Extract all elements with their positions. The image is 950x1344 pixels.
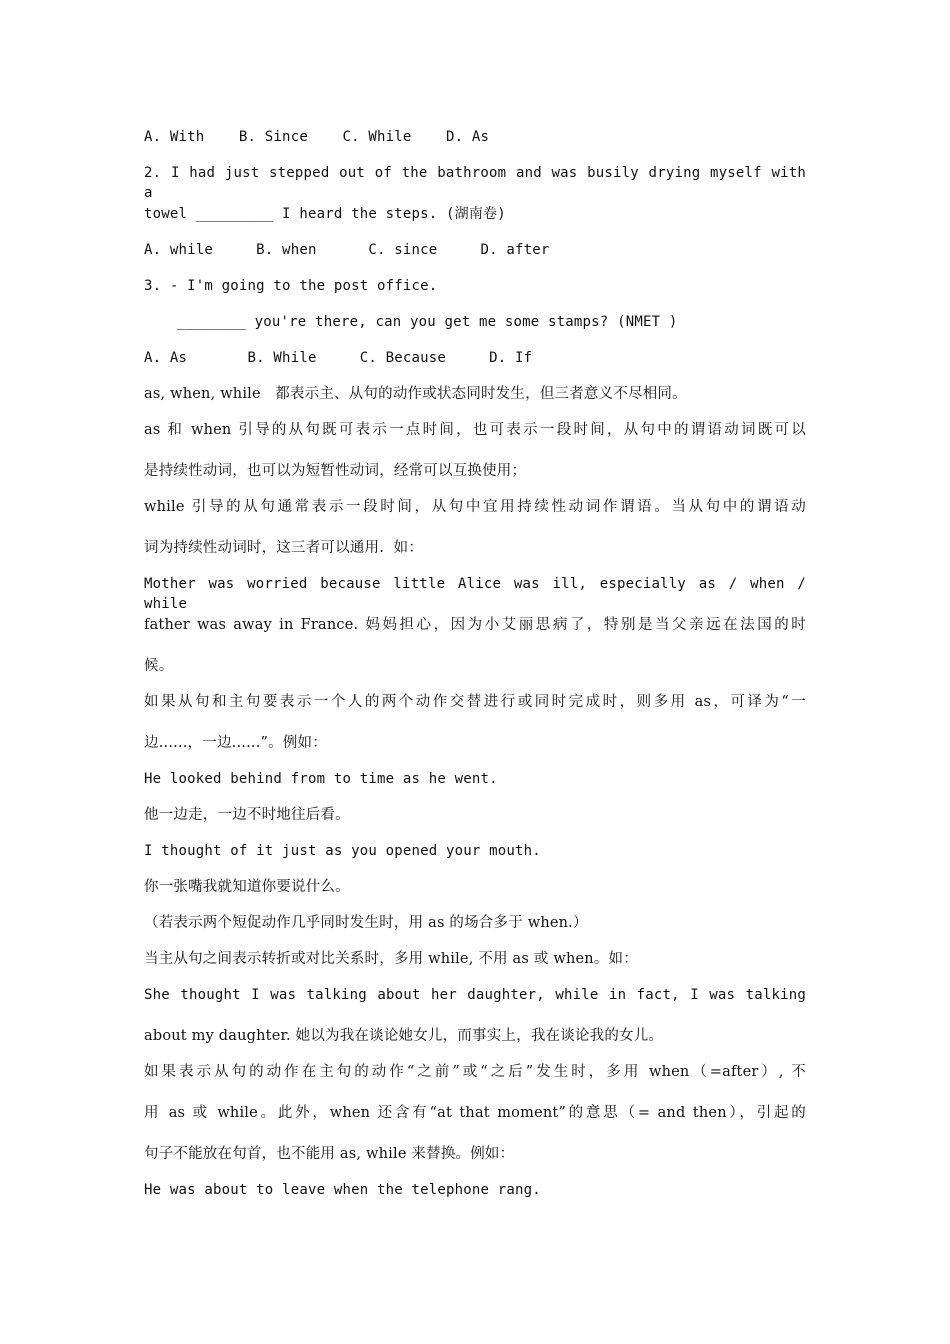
- note-short-actions: （若表示两个短促动作几乎同时发生时，用 as 的场合多于 when.）: [144, 915, 588, 931]
- while-rule-line2: 词为持续性动词时，这三者可以通用. 如：: [144, 540, 424, 556]
- as-when-rule-line1: as 和 when 引导的从句既可表示一点时间，也可表示一段时间，从句中的谓语动词既可以: [144, 422, 806, 438]
- example-telephone-rang: He was about to leave when the telephone rang.: [144, 1182, 541, 1198]
- when-before-after-rule-line1: 如果表示从句的动作在主句的动作“之前”或“之后”发生时，多用 when（=after）, 不: [144, 1064, 806, 1080]
- example-looked-behind: He looked behind from to time as he went.: [144, 771, 498, 787]
- q2-stem-line1: 2. I had just stepped out of the bathroom and was busily drying myself with a: [144, 165, 806, 201]
- while-contrast-rule: 当主从句之间表示转折或对比关系时，多用 while, 不用 as 或 when。如：: [144, 951, 638, 967]
- while-rule-line1: while 引导的从句通常表示一段时间，从句中宜用持续性动词作谓语。当从句中的谓语动: [144, 499, 806, 515]
- example-mother-line1: Mother was worried because little Alice was ill, especially as / when / while: [144, 576, 806, 612]
- example-mother-line3: 候。: [144, 658, 174, 674]
- q3-stem-line1: 3. - I'm going to the post office.: [144, 278, 438, 294]
- as-alternating-rule-line1: 如果从句和主句要表示一个人的两个动作交替进行或同时完成时，则多用 as，可译为“一: [144, 694, 806, 710]
- example-mother-line2: father was away in France. 妈妈担心，因为小艾丽思病了，特别是当父亲远在法国的时: [144, 617, 806, 633]
- q1-options: A. With B. Since C. While D. As: [144, 129, 490, 145]
- example-looked-behind-translation: 他一边走，一边不时地往后看。: [144, 807, 350, 823]
- q2-stem-line2: towel _________ I heard the steps. (湖南卷): [144, 206, 506, 222]
- example-daughter-line2: about my daughter. 她以为我在谈论她女儿，而事实上，我在谈论我的女儿。: [144, 1028, 664, 1044]
- when-before-after-rule-line2: 用 as 或 while。此外，when 还含有“at that moment”的意思（= and then），引起的: [144, 1105, 806, 1121]
- example-daughter-line1: She thought I was talking about her daughter, while in fact, I was talking: [144, 987, 806, 1003]
- q3-options: A. As B. While C. Because D. If: [144, 350, 533, 366]
- example-thought-of-it-translation: 你一张嘴我就知道你要说什么。: [144, 879, 350, 895]
- as-alternating-rule-line2: 边......，一边......”。例如：: [144, 735, 327, 751]
- q2-options: A. while B. when C. since D. after: [144, 242, 550, 258]
- when-before-after-rule-line3: 句子不能放在句首，也不能用 as, while 来替换。例如：: [144, 1146, 515, 1162]
- as-when-rule-line2: 是持续性动词，也可以为短暂性动词，经常可以互换使用；: [144, 463, 527, 479]
- example-thought-of-it: I thought of it just as you opened your mouth.: [144, 843, 541, 859]
- explanation-intro: as, when, while 都表示主、从句的动作或状态同时发生，但三者意义不尽相同。: [144, 386, 687, 402]
- q3-stem-line2: ________ you're there, can you get me some stamps? (NMET ): [177, 314, 678, 330]
